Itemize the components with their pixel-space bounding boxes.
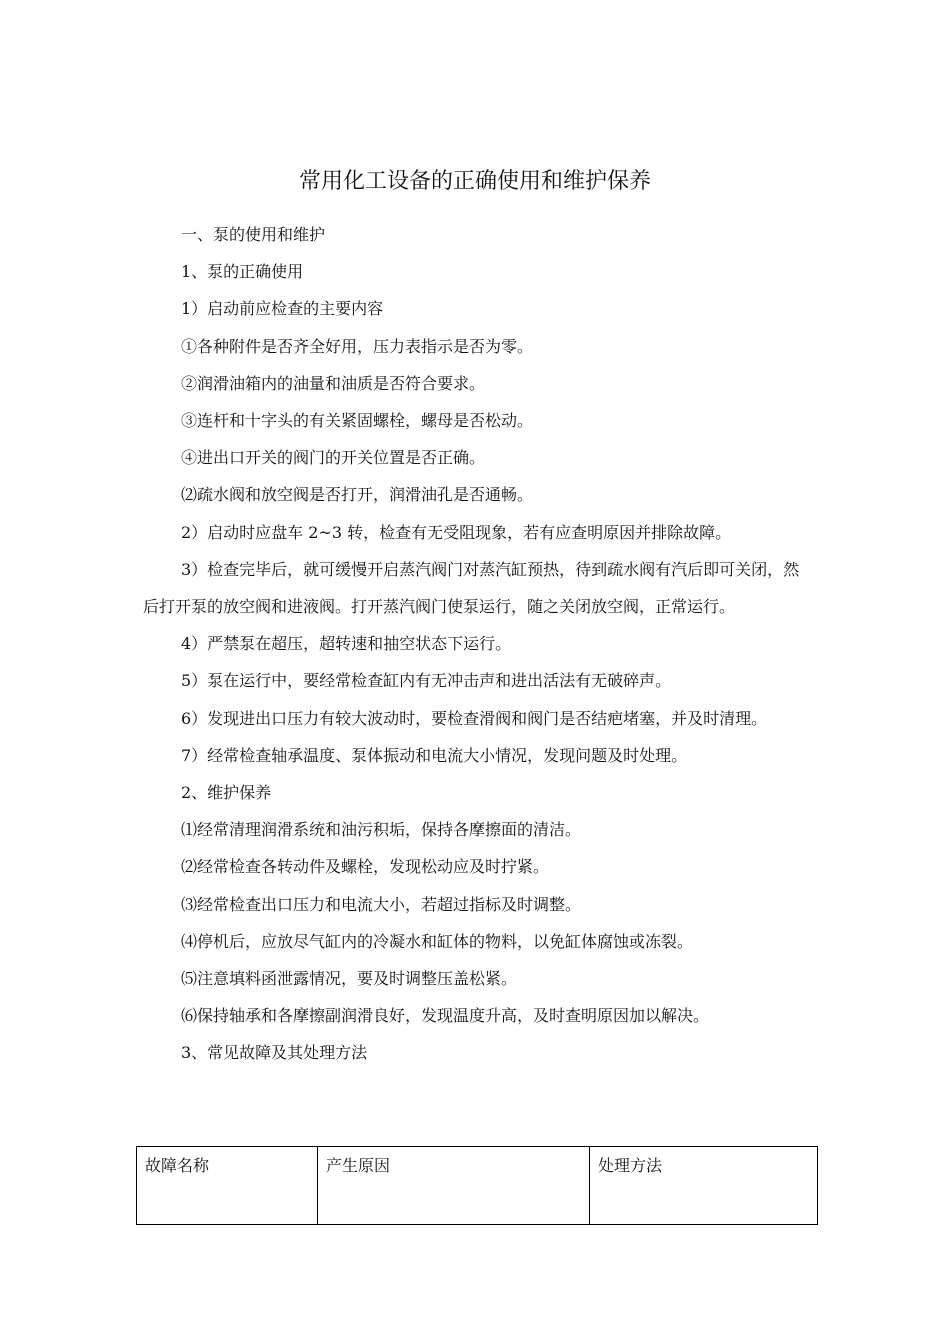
paragraph: ②润滑油箱内的油量和油质是否符合要求。: [181, 373, 486, 393]
paragraph: 3）检查完毕后，就可缓慢开启蒸汽阀门对蒸汽缸预热，待到疏水阀有汽后即可关闭，然后打开泵的放空阀和进液阀。打开蒸汽阀门使泵运行，随之关闭放空阀，正常运行。: [143, 559, 800, 617]
paragraph: ③连杆和十字头的有关紧固螺栓，螺母是否松动。: [181, 411, 534, 431]
paragraph: ④进出口开关的阀门的开关位置是否正确。: [181, 448, 486, 468]
paragraph: 6）发现进出口压力有较大波动时，要检查滑阀和阀门是否结疤堵塞，并及时清理。: [181, 708, 768, 728]
document-body: [143, 216, 811, 1072]
paragraph: ⑵疏水阀和放空阀是否打开，润滑油孔是否通畅。: [181, 485, 534, 505]
paragraph: 1）启动前应检查的主要内容: [181, 299, 384, 319]
subsection-heading: 3、常见故障及其处理方法: [181, 1043, 368, 1063]
paragraph: ⑸注意填料函泄露情况，要及时调整压盖松紧。: [181, 969, 518, 989]
paragraph: ⑴经常清理润滑系统和油污积垢，保持各摩擦面的清洁。: [181, 820, 582, 840]
table-header-cell: 处理方法: [590, 1147, 818, 1225]
paragraph: 7）经常检查轴承温度、泵体振动和电流大小情况，发现问题及时处理。: [181, 745, 688, 765]
table-header-row: [137, 1147, 818, 1225]
fault-table: [136, 1146, 818, 1225]
table-header-cell: 产生原因: [318, 1147, 590, 1225]
paragraph: ⑹保持轴承和各摩擦副润滑良好，发现温度升高，及时查明原因加以解决。: [181, 1006, 710, 1026]
paragraph: ①各种附件是否齐全好用，压力表指示是否为零。: [181, 336, 534, 356]
section-heading: 一、泵的使用和维护: [181, 225, 326, 244]
paragraph: 4）严禁泵在超压，超转速和抽空状态下运行。: [181, 634, 512, 654]
subsection-heading: 2、维护保养: [181, 783, 272, 803]
paragraph: ⑵经常检查各转动件及螺栓，发现松动应及时拧紧。: [181, 857, 550, 877]
document-title: 常用化工设备的正确使用和维护保养: [298, 169, 651, 194]
subsection-heading: 1、泵的正确使用: [181, 262, 304, 282]
table-header-cell: 故障名称: [137, 1147, 318, 1225]
paragraph: 5）泵在运行中，要经常检查缸内有无冲击声和进出活法有无破碎声。: [181, 671, 672, 691]
paragraph: ⑷停机后，应放尽气缸内的冷凝水和缸体的物料，以免缸体腐蚀或冻裂。: [181, 931, 694, 951]
paragraph: 2）启动时应盘车 2~3 转，检查有无受阻现象，若有应查明原因并排除故障。: [181, 522, 732, 542]
paragraph: ⑶经常检查出口压力和电流大小，若超过指标及时调整。: [181, 894, 582, 914]
